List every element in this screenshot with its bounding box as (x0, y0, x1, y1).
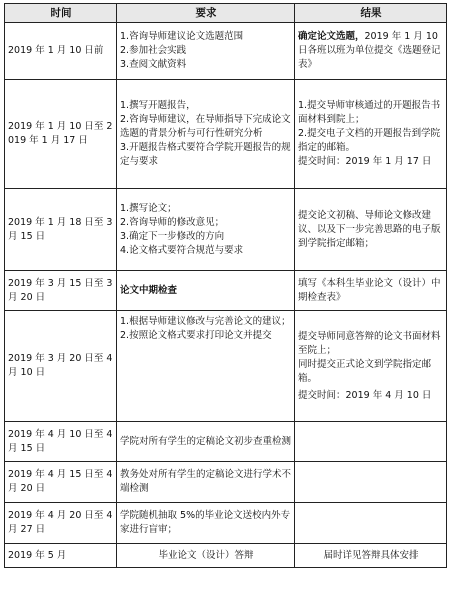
result-cell: 届时详见答辩具体安排 (295, 544, 447, 568)
time-cell: 2019 年 1 月 10 日前 (5, 23, 117, 80)
table-row (5, 503, 447, 544)
requirement-item: 2.按照论文格式要求打印论文并提交 (120, 330, 272, 341)
result-cell: 提交论文初稿、导师论文修改建议、以及下一步完善思路的电子版到学院指定邮箱； (295, 189, 447, 271)
requirement-cell: 学院随机抽取 5%的毕业论文送校内外专家进行盲审； (117, 503, 295, 544)
result-cell: 填写《本科生毕业论文（设计）中期检查表》 (295, 271, 447, 311)
schedule-table (4, 3, 447, 568)
result-text: 2019 年 1 月 10 日各班以班为单位提交《选题登记表》 (298, 31, 441, 70)
table-row (5, 311, 447, 422)
result-item: 1.提交导师审核通过的开题报告书面材料到院上； (298, 100, 441, 125)
requirement-item: 4.论文格式要符合规范与要求 (120, 244, 244, 256)
header-result: 结果 (295, 4, 447, 23)
requirement-item: 1.撰写论文； (120, 202, 177, 214)
table-row (5, 544, 447, 568)
result-item: 提交时间：2019 年 1 月 17 日 (298, 156, 432, 167)
result-cell (295, 23, 447, 80)
requirement-cell (117, 23, 295, 80)
result-cell (295, 503, 447, 544)
time-cell: 2019 年 4 月 15 日至 4 月 20 日 (5, 462, 117, 503)
table-row (5, 80, 447, 189)
time-cell: 2019 年 3 月 15 日至 3 月 20 日 (5, 271, 117, 311)
requirement-cell: 毕业论文（设计）答辩 (117, 544, 295, 568)
result-cell (295, 422, 447, 462)
table-row (5, 23, 447, 80)
requirement-item: 2.咨询导师的修改意见； (120, 216, 225, 228)
result-bold: 确定论文选题， (298, 31, 365, 42)
time-cell: 2019 年 4 月 20 日至 4 月 27 日 (5, 503, 117, 544)
time-cell: 2019 年 5 月 (5, 544, 117, 568)
header-time: 时间 (5, 4, 117, 23)
result-item: 同时提交正式论文到学院指定邮箱。 (298, 358, 432, 384)
table-row (5, 189, 447, 271)
table-row (5, 462, 447, 503)
time-cell: 2019 年 1 月 18 日至 3 月 15 日 (5, 189, 117, 271)
requirement-cell (117, 189, 295, 271)
requirement-item: 1.撰写开题报告， (120, 100, 196, 111)
table-row (5, 422, 447, 462)
result-cell (295, 462, 447, 503)
requirement-cell: 学院对所有学生的定稿论文初步查重检测 (117, 422, 295, 462)
header-requirement: 要求 (117, 4, 295, 23)
requirement-item: 1.根据导师建议修改与完善论文的建议； (120, 316, 291, 327)
result-cell (295, 80, 447, 189)
requirement-cell: 教务处对所有学生的定稿论文进行学术不端检测 (117, 462, 295, 503)
time-cell: 2019 年 1 月 10 日至 2019 年 1 月 17 日 (5, 80, 117, 189)
requirement-cell (117, 80, 295, 189)
requirement-item: 2.咨询导师建议，在导师指导下完成论文选题的背景分析与可行性研究分析 (120, 114, 291, 139)
time-cell: 2019 年 4 月 10 日至 4 月 15 日 (5, 422, 117, 462)
result-item: 提交导师同意答辩的论文书面材料至院上； (298, 330, 441, 356)
requirement-item: 1.咨询导师建议论文选题范围 (120, 31, 244, 42)
requirement-item: 3.查阅文献资料 (120, 59, 187, 70)
time-cell: 2019 年 3 月 20 日至 4 月 10 日 (5, 311, 117, 422)
requirement-item: 3.确定下一步修改的方向 (120, 230, 225, 242)
requirement-item: 3.开题报告格式要符合学院开题报告的规定与要求 (120, 142, 291, 167)
requirement-cell: 论文中期检查 (117, 271, 295, 311)
result-cell (295, 311, 447, 422)
result-item: 2.提交电子文档的开题报告到学院指定的邮箱。 (298, 128, 441, 153)
requirement-item: 2.参加社会实践 (120, 45, 187, 56)
requirement-cell (117, 311, 295, 422)
header-row (5, 4, 447, 23)
table-row (5, 271, 447, 311)
result-item: 提交时间：2019 年 4 月 10 日 (298, 389, 432, 401)
